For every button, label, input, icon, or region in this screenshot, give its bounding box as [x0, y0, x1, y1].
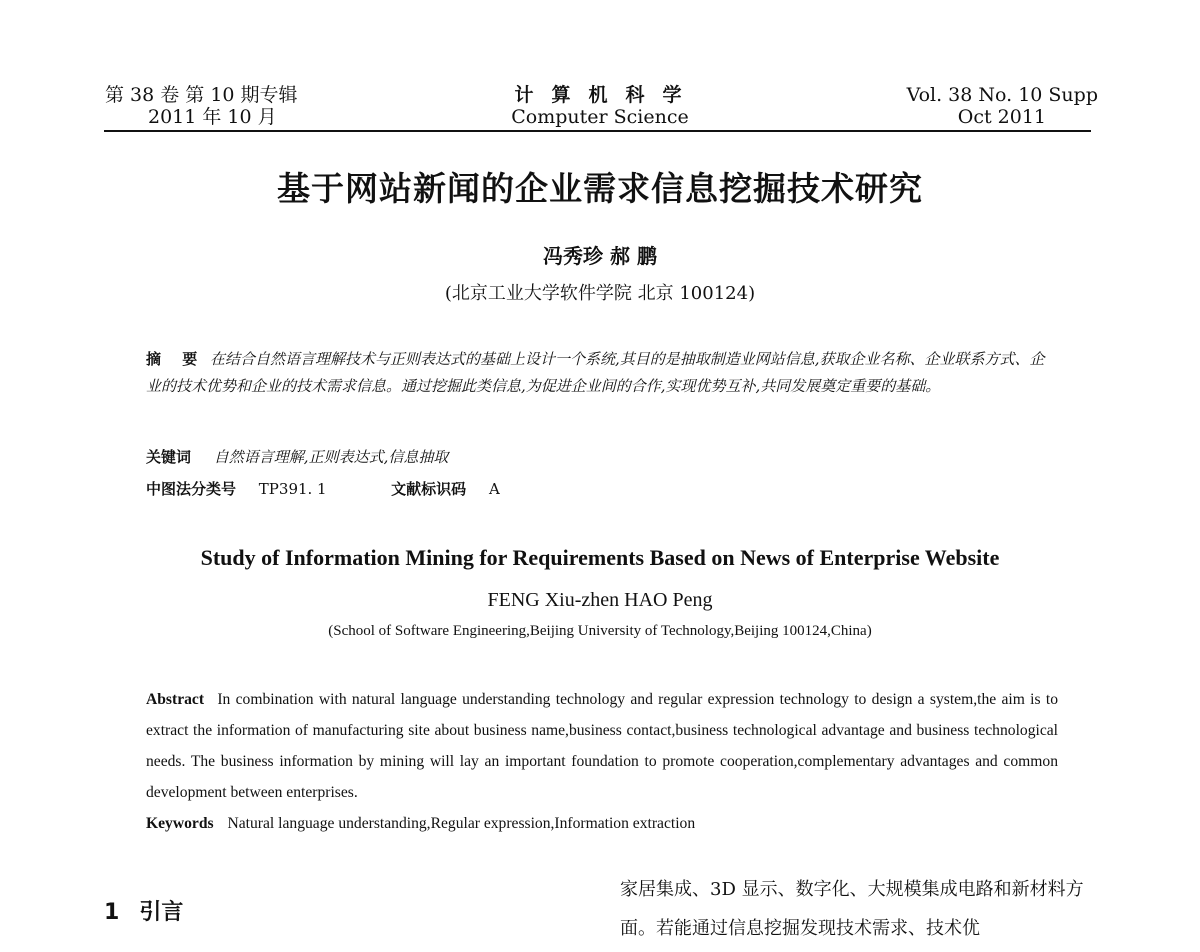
body-text-right-column: 家居集成、3D 显示、数字化、大规模集成电路和新材料方面。若能通过信息挖掘发现技术需求、技术优 [620, 879, 1084, 939]
classification-label: 中图法分类号 [146, 480, 237, 498]
journal-name-cn: 计算机科学 [514, 84, 700, 106]
doc-code-value: A [488, 480, 500, 498]
authors-en: FENG Xiu-zhen HAO Peng [487, 589, 713, 611]
doc-code-label: 文献标识码 [391, 480, 467, 498]
abstract-cn-text: 在结合自然语言理解技术与正则表达式的基础上设计一个系统,其目的是抽取制造业网站信息,获取企业名称、企业联系方式、企业的技术优势和企业的技术需求信息。通过挖掘此类信息,为促进企业间的合作,实现优势互补,共同发展奠定重要的基础。 [146, 350, 1045, 395]
issue-date-cn: 2011 年 10 月 [148, 106, 277, 128]
classification-cn [146, 478, 500, 499]
affiliation-en: (School of Software Engineering,Beijing University of Technology,Beijing 100124,China) [328, 623, 872, 639]
abstract-en-text: In combination with natural language understanding technology and regular expression technology to design a system,the aim is to extract the information of manufacturing site about business name,business contact,business technological advantage and business technological needs. The business information by mining will lay an important foundation to promote cooperation,complementary advantages and common development between enterprises. [146, 691, 1058, 801]
paper-title-cn: 基于网站新闻的企业需求信息挖掘技术研究 [277, 169, 923, 208]
journal-name-en: Computer Science [511, 106, 689, 128]
abstract-en-label: Abstract [146, 691, 205, 708]
header-rule [104, 130, 1091, 132]
abstract-en [146, 684, 1058, 808]
issue-date-en: Oct 2011 [957, 106, 1046, 128]
keywords-cn [146, 446, 448, 467]
section-heading [104, 895, 183, 926]
keywords-en [146, 815, 695, 833]
journal-issue-en [907, 84, 1098, 128]
section-title: 引言 [139, 900, 184, 925]
classification-value: TP391. 1 [258, 480, 327, 498]
abstract-cn [146, 346, 1058, 400]
issue-volume-cn: 第 38 卷 第 10 期专辑 [105, 84, 298, 106]
paper-title-en: Study of Information Mining for Requirements Based on News of Enterprise Website [200, 545, 1000, 570]
authors-cn: 冯秀珍 郝 鹏 [543, 244, 657, 268]
keywords-en-text: Natural language understanding,Regular expression,Information extraction [227, 815, 696, 832]
keywords-cn-label: 关键词 [146, 448, 192, 466]
keywords-cn-text: 自然语言理解,正则表达式,信息抽取 [213, 448, 449, 466]
issue-volume-en: Vol. 38 No. 10 Supp [906, 84, 1098, 106]
keywords-en-label: Keywords [146, 815, 214, 832]
affiliation-cn: (北京工业大学软件学院 北京 100124) [444, 283, 756, 304]
section-number: 1 [104, 900, 120, 925]
abstract-cn-label: 摘 要 [146, 350, 206, 368]
